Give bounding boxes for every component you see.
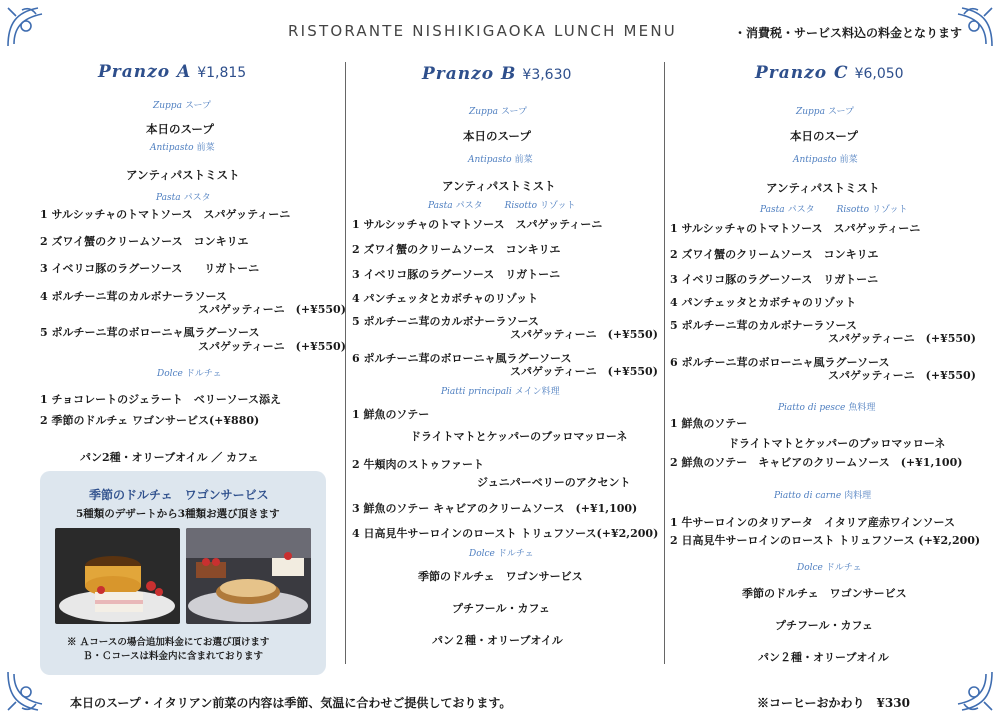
section-label-zuppa: Zuppa スープ [469,107,528,117]
menu-item-pasta: 1 サルシッチャのトマトソース スパゲッティーニ [352,218,603,231]
menu-item-pasta-detail: スパゲッティーニ (+¥550) [198,340,346,353]
menu-item-pasta: 1 サルシッチャのトマトソース スパゲッティーニ [40,208,291,221]
course-price: ¥3,630 [522,67,572,83]
section-label-zuppa: Zuppa スープ [796,107,855,117]
menu-item-main-detail: ドライトマトとケッパーのブッロマッローネ [410,430,628,443]
menu-item-pasta: 4 ポルチーニ茸のカルボナーラソース [40,290,227,303]
menu-item-pasta: 1 サルシッチャのトマトソース スパゲッティーニ [670,222,921,235]
coffee-refill-note: ※コーヒーおかわり ¥330 [757,696,910,710]
menu-item-pesce-detail: ドライトマトとケッパーのブッロマッローネ [728,437,946,450]
section-label-pasta-risotto: Pasta パスタ Risotto リゾット [760,205,908,215]
course-a-heading [98,62,246,82]
section-label-pesce: Piatto di pesce 魚料理 [778,403,876,413]
course-name: Pranzo B [422,64,517,84]
menu-item-pasta: 6 ポルチーニ茸のボローニャ風ラグーソース [670,356,890,369]
menu-item-main: 3 鮮魚のソテー キャビアのクリームソース (+¥1,100) [352,502,638,515]
menu-item-antipasto: アンティパストミスト [766,181,880,195]
wagon-subtitle: 5種類のデザートから3種類お選び頂きます [76,508,280,520]
menu-item-bread: パン２種・オリーブオイル [758,651,889,664]
menu-item-dolce: 1 チョコレートのジェラート ベリーソース添え [40,393,281,406]
tart-photo [186,528,311,624]
course-name: Pranzo C [755,63,849,83]
menu-item-pasta: 2 ズワイ蟹のクリームソース コンキリエ [670,248,879,261]
menu-item-pesce: 2 鮮魚のソテー キャビアのクリームソース (+¥1,100) [670,456,963,469]
wagon-note: ※ Ａコースの場合追加料金にてお選び頂けます [67,637,270,648]
course-price: ¥1,815 [197,65,247,81]
section-label-main: Piatti principali メイン料理 [441,387,560,397]
menu-item-pasta: 2 ズワイ蟹のクリームソース コンキリエ [352,243,561,256]
menu-item-pesce: 1 鮮魚のソテー [670,417,748,430]
menu-item-dolce: 季節のドルチェ ワゴンサービス [742,587,907,600]
menu-item-risotto: 4 パンチェッタとカボチャのリゾット [352,292,539,305]
menu-item-bread: パン２種・オリーブオイル [432,634,563,647]
menu-item-pasta: 3 イベリコ豚のラグーソース リガトーニ [670,273,879,286]
section-label-zuppa: Zuppa スープ [153,101,212,111]
corner-ornament-icon [950,668,996,714]
menu-item-pasta: 5 ポルチーニ茸のボローニャ風ラグーソース [40,326,260,339]
cake-photo [55,528,180,624]
menu-item-pasta: 3 イベリコ豚のラグーソース リガトーニ [352,268,561,281]
menu-item-main-detail: ジュニパーベリーのアクセント [477,476,631,489]
menu-item-bread: パン2種・オリーブオイル ／ カフェ [80,451,259,464]
section-label-antipasto: Antipasto 前菜 [793,155,858,165]
menu-item-pasta-detail: スパゲッティーニ (+¥550) [510,328,658,341]
menu-item-pasta-detail: スパゲッティーニ (+¥550) [198,303,346,316]
menu-item-soup: 本日のスープ [790,129,858,143]
menu-item-risotto: 4 パンチェッタとカボチャのリゾット [670,296,857,309]
tax-note: ・消費税・サービス料込の料金となります [734,26,963,40]
menu-item-soup: 本日のスープ [463,129,531,143]
menu-item-soup: 本日のスープ [146,122,214,136]
menu-item-pasta-detail: スパゲッティーニ (+¥550) [828,332,976,345]
section-label-dolce: Dolce ドルチェ [797,563,862,573]
wagon-note: Ｂ・Ｃコースは料金内に含まれております [83,651,264,662]
section-label-dolce: Dolce ドルチェ [469,549,534,559]
course-name: Pranzo A [98,62,192,82]
wagon-title: 季節のドルチェ ワゴンサービス [89,488,269,502]
menu-item-pasta-detail: スパゲッティーニ (+¥550) [510,365,658,378]
menu-item-main: 2 牛頬肉のストゥファート [352,458,484,471]
column-divider [664,62,665,664]
section-label-pasta: Pasta パスタ [156,193,211,203]
menu-item-pasta: 3 イベリコ豚のラグーソース リガトーニ [40,262,260,275]
menu-item-pasta-detail: スパゲッティーニ (+¥550) [828,369,976,382]
course-price: ¥6,050 [854,66,904,82]
footer-note: 本日のスープ・イタリアン前菜の内容は季節、気温に合わせご提供しております。 [70,696,512,710]
menu-item-antipasto: アンティパストミスト [126,168,240,182]
menu-item-main: 4 日高見牛サーロインのロースト トリュフソース(+¥2,200) [352,527,659,540]
menu-item-carne: 1 牛サーロインのタリアータ イタリア産赤ワインソース [670,516,955,529]
menu-item-dolce: 季節のドルチェ ワゴンサービス [418,570,583,583]
section-label-dolce: Dolce ドルチェ [157,369,222,379]
corner-ornament-icon [4,4,50,50]
course-b-heading [422,64,571,84]
section-label-antipasto: Antipasto 前菜 [150,143,215,153]
menu-item-petit-four: プチフール・カフェ [775,619,873,632]
menu-item-antipasto: アンティパストミスト [442,179,556,193]
menu-item-pasta: 6 ポルチーニ茸のボローニャ風ラグーソース [352,352,572,365]
section-label-pasta-risotto: Pasta パスタ Risotto リゾット [428,201,576,211]
section-label-antipasto: Antipasto 前菜 [468,155,533,165]
menu-item-pasta: 5 ポルチーニ茸のカルボナーラソース [670,319,857,332]
menu-item-petit-four: プチフール・カフェ [452,602,550,615]
menu-item-pasta: 2 ズワイ蟹のクリームソース コンキリエ [40,235,249,248]
menu-item-main: 1 鮮魚のソテー [352,408,430,421]
menu-item-carne: 2 日高見牛サーロインのロースト トリュフソース (+¥2,200) [670,534,981,547]
menu-item-dolce: 2 季節のドルチェ ワゴンサービス(+¥880) [40,414,260,427]
menu-item-pasta: 5 ポルチーニ茸のカルボナーラソース [352,315,539,328]
section-label-carne: Piatto di carne 肉料理 [774,491,872,501]
course-c-heading [755,63,904,83]
corner-ornament-icon [4,668,50,714]
column-divider [345,62,346,664]
menu-title: RISTORANTE NISHIKIGAOKA LUNCH MENU [288,22,677,40]
